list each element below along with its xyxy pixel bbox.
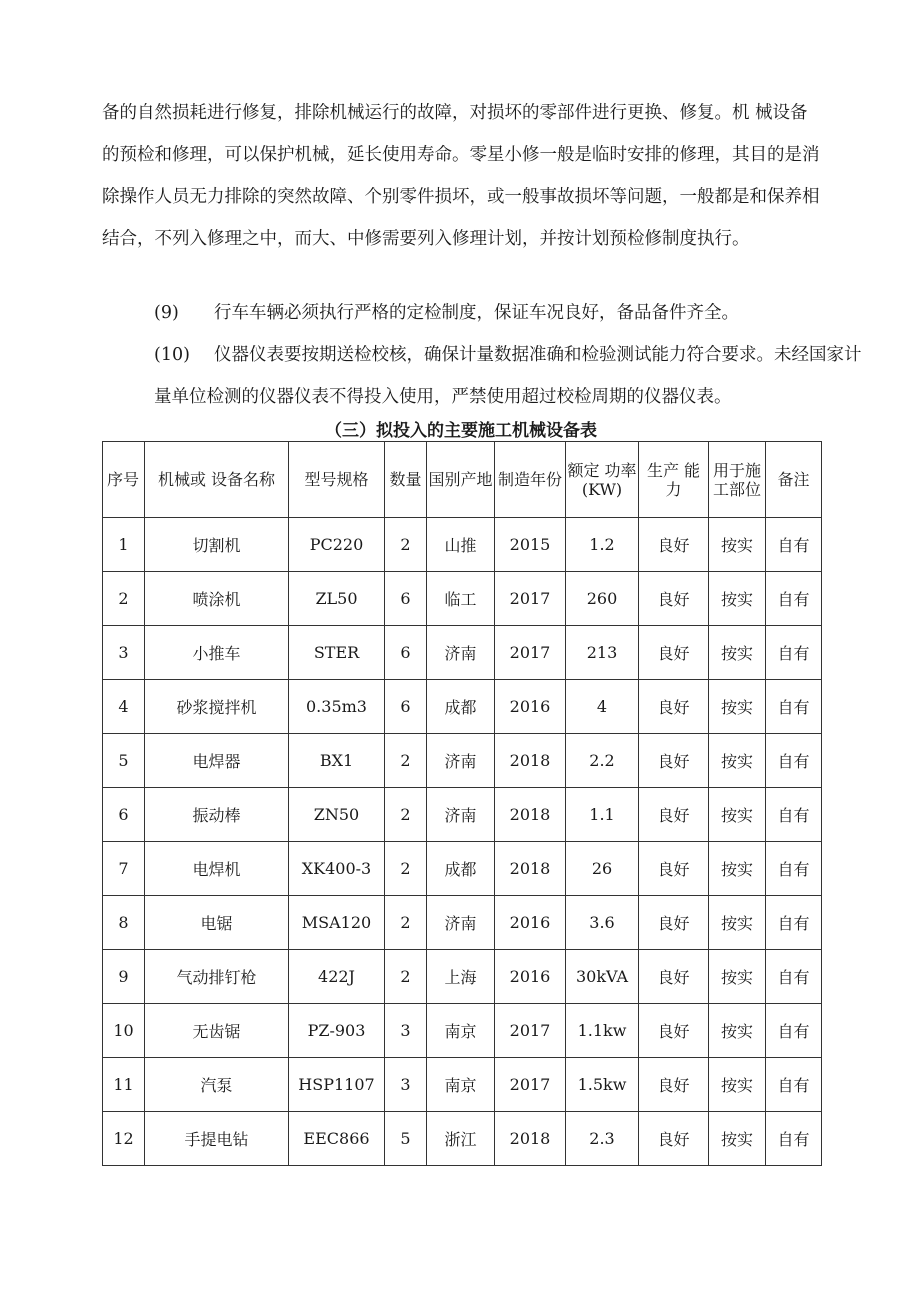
cell-usage: 按实 — [709, 1004, 766, 1058]
cell-usage: 按实 — [709, 680, 766, 734]
cell-model: XK400-3 — [289, 842, 385, 896]
cell-power: 213 — [566, 626, 639, 680]
cell-usage: 按实 — [709, 518, 766, 572]
cell-usage: 按实 — [709, 1058, 766, 1112]
header-model: 型号规格 — [289, 442, 385, 518]
cell-seq: 10 — [103, 1004, 145, 1058]
cell-name: 电焊机 — [145, 842, 289, 896]
table-row — [103, 1112, 822, 1166]
cell-power: 4 — [566, 680, 639, 734]
cell-usage: 按实 — [709, 572, 766, 626]
cell-model: PC220 — [289, 518, 385, 572]
cell-seq: 9 — [103, 950, 145, 1004]
cell-origin: 济南 — [427, 626, 495, 680]
table-title: （三）拟投入的主要施工机械设备表 — [325, 421, 597, 441]
item-number-9: (9) — [154, 303, 179, 323]
cell-usage: 按实 — [709, 950, 766, 1004]
cell-usage: 按实 — [709, 734, 766, 788]
cell-model: MSA120 — [289, 896, 385, 950]
header-power: 额定 功率 (KW) — [566, 442, 639, 518]
cell-name: 汽泵 — [145, 1058, 289, 1112]
cell-remark: 自有 — [766, 896, 822, 950]
header-remark: 备注 — [766, 442, 822, 518]
cell-seq: 2 — [103, 572, 145, 626]
cell-origin: 浙江 — [427, 1112, 495, 1166]
cell-seq: 12 — [103, 1112, 145, 1166]
cell-qty: 6 — [385, 680, 427, 734]
cell-qty: 6 — [385, 572, 427, 626]
cell-remark: 自有 — [766, 518, 822, 572]
item-text-10: 仪器仪表要按期送检校核，确保计量数据准确和检验测试能力符合要求。未经国家计量单位检测的仪器仪表不得投入使用，严禁使用超过校检周期的仪器仪表。 — [154, 345, 862, 407]
cell-capacity: 良好 — [639, 1004, 709, 1058]
cell-qty: 2 — [385, 734, 427, 788]
cell-name: 小推车 — [145, 626, 289, 680]
cell-capacity: 良好 — [639, 788, 709, 842]
cell-origin: 济南 — [427, 896, 495, 950]
header-capacity: 生产 能力 — [639, 442, 709, 518]
cell-qty: 2 — [385, 950, 427, 1004]
cell-seq: 8 — [103, 896, 145, 950]
cell-seq: 6 — [103, 788, 145, 842]
cell-model: PZ-903 — [289, 1004, 385, 1058]
cell-year: 2017 — [495, 626, 566, 680]
cell-model: 422J — [289, 950, 385, 1004]
cell-year: 2018 — [495, 1112, 566, 1166]
cell-model: 0.35m3 — [289, 680, 385, 734]
cell-power: 1.2 — [566, 518, 639, 572]
cell-origin: 临工 — [427, 572, 495, 626]
cell-year: 2015 — [495, 518, 566, 572]
cell-usage: 按实 — [709, 1112, 766, 1166]
cell-capacity: 良好 — [639, 1112, 709, 1166]
cell-power: 3.6 — [566, 896, 639, 950]
header-name: 机械或 设备名称 — [145, 442, 289, 518]
table-row — [103, 1058, 822, 1112]
cell-capacity: 良好 — [639, 518, 709, 572]
table-row — [103, 896, 822, 950]
cell-remark: 自有 — [766, 680, 822, 734]
cell-seq: 5 — [103, 734, 145, 788]
cell-model: HSP1107 — [289, 1058, 385, 1112]
cell-power: 1.1 — [566, 788, 639, 842]
header-qty: 数量 — [385, 442, 427, 518]
cell-remark: 自有 — [766, 950, 822, 1004]
header-year: 制造年份 — [495, 442, 566, 518]
cell-year: 2017 — [495, 1004, 566, 1058]
cell-capacity: 良好 — [639, 626, 709, 680]
cell-qty: 5 — [385, 1112, 427, 1166]
table-row — [103, 788, 822, 842]
header-seq: 序号 — [103, 442, 145, 518]
cell-remark: 自有 — [766, 572, 822, 626]
cell-power: 260 — [566, 572, 639, 626]
paragraph-item-9 — [102, 292, 876, 334]
cell-capacity: 良好 — [639, 1058, 709, 1112]
table-row — [103, 734, 822, 788]
cell-year: 2016 — [495, 680, 566, 734]
item-text-9: 行车车辆必须执行严格的定检制度，保证车况良好，备品备件齐全。 — [214, 303, 739, 323]
cell-capacity: 良好 — [639, 950, 709, 1004]
cell-name: 手提电钻 — [145, 1112, 289, 1166]
table-row — [103, 680, 822, 734]
cell-name: 砂浆搅拌机 — [145, 680, 289, 734]
cell-model: ZN50 — [289, 788, 385, 842]
cell-remark: 自有 — [766, 626, 822, 680]
cell-model: ZL50 — [289, 572, 385, 626]
cell-model: EEC866 — [289, 1112, 385, 1166]
cell-seq: 3 — [103, 626, 145, 680]
cell-origin: 济南 — [427, 788, 495, 842]
cell-origin: 上海 — [427, 950, 495, 1004]
cell-year: 2017 — [495, 1058, 566, 1112]
cell-remark: 自有 — [766, 842, 822, 896]
cell-remark: 自有 — [766, 1058, 822, 1112]
cell-qty: 3 — [385, 1058, 427, 1112]
header-origin: 国别产地 — [427, 442, 495, 518]
cell-capacity: 良好 — [639, 680, 709, 734]
cell-year: 2016 — [495, 896, 566, 950]
cell-origin: 南京 — [427, 1058, 495, 1112]
cell-usage: 按实 — [709, 788, 766, 842]
cell-remark: 自有 — [766, 1004, 822, 1058]
cell-model: BX1 — [289, 734, 385, 788]
table-row — [103, 842, 822, 896]
table-row — [103, 572, 822, 626]
cell-remark: 自有 — [766, 1112, 822, 1166]
cell-seq: 7 — [103, 842, 145, 896]
cell-year: 2018 — [495, 734, 566, 788]
table-row — [103, 518, 822, 572]
cell-name: 无齿锯 — [145, 1004, 289, 1058]
cell-power: 2.3 — [566, 1112, 639, 1166]
cell-qty: 2 — [385, 842, 427, 896]
table-row — [103, 950, 822, 1004]
cell-origin: 南京 — [427, 1004, 495, 1058]
cell-name: 电锯 — [145, 896, 289, 950]
item-number-10: (10) — [154, 345, 190, 365]
cell-power: 1.5kw — [566, 1058, 639, 1112]
cell-year: 2018 — [495, 842, 566, 896]
cell-name: 振动棒 — [145, 788, 289, 842]
cell-usage: 按实 — [709, 626, 766, 680]
cell-remark: 自有 — [766, 734, 822, 788]
cell-power: 2.2 — [566, 734, 639, 788]
cell-year: 2018 — [495, 788, 566, 842]
cell-origin: 济南 — [427, 734, 495, 788]
equipment-table — [102, 441, 822, 1166]
cell-name: 电焊器 — [145, 734, 289, 788]
paragraph-item-10 — [102, 334, 876, 418]
cell-name: 气动排钉枪 — [145, 950, 289, 1004]
table-row — [103, 1004, 822, 1058]
table-header-row — [103, 442, 822, 518]
cell-origin: 成都 — [427, 680, 495, 734]
header-usage: 用于施工部位 — [709, 442, 766, 518]
cell-capacity: 良好 — [639, 572, 709, 626]
cell-model: STER — [289, 626, 385, 680]
cell-seq: 4 — [103, 680, 145, 734]
cell-qty: 6 — [385, 626, 427, 680]
cell-usage: 按实 — [709, 896, 766, 950]
cell-name: 喷涂机 — [145, 572, 289, 626]
cell-year: 2016 — [495, 950, 566, 1004]
cell-seq: 11 — [103, 1058, 145, 1112]
cell-qty: 2 — [385, 896, 427, 950]
cell-origin: 山推 — [427, 518, 495, 572]
cell-power: 26 — [566, 842, 639, 896]
cell-qty: 3 — [385, 1004, 427, 1058]
cell-capacity: 良好 — [639, 734, 709, 788]
cell-origin: 成都 — [427, 842, 495, 896]
cell-name: 切割机 — [145, 518, 289, 572]
cell-capacity: 良好 — [639, 896, 709, 950]
cell-remark: 自有 — [766, 788, 822, 842]
cell-seq: 1 — [103, 518, 145, 572]
cell-capacity: 良好 — [639, 842, 709, 896]
cell-power: 1.1kw — [566, 1004, 639, 1058]
cell-usage: 按实 — [709, 842, 766, 896]
paragraph-maintenance: 备的自然损耗进行修复，排除机械运行的故障，对损坏的零部件进行更换、修复。机 械设备的预检和修理，可以保护机械，延长使用寿命。零星小修一般是临时安排的修理，其目的是消除操作人员无力排除的突然故障、个别零件损坏，或一般事故损坏等问题，一般都是和保养相结合，不列入修理之中，而大、中修需要列入修理计划，并按计划预检修制度执行。 — [102, 103, 820, 249]
table-body — [103, 518, 822, 1166]
cell-year: 2017 — [495, 572, 566, 626]
cell-power: 30kVA — [566, 950, 639, 1004]
cell-qty: 2 — [385, 788, 427, 842]
cell-qty: 2 — [385, 518, 427, 572]
table-row — [103, 626, 822, 680]
